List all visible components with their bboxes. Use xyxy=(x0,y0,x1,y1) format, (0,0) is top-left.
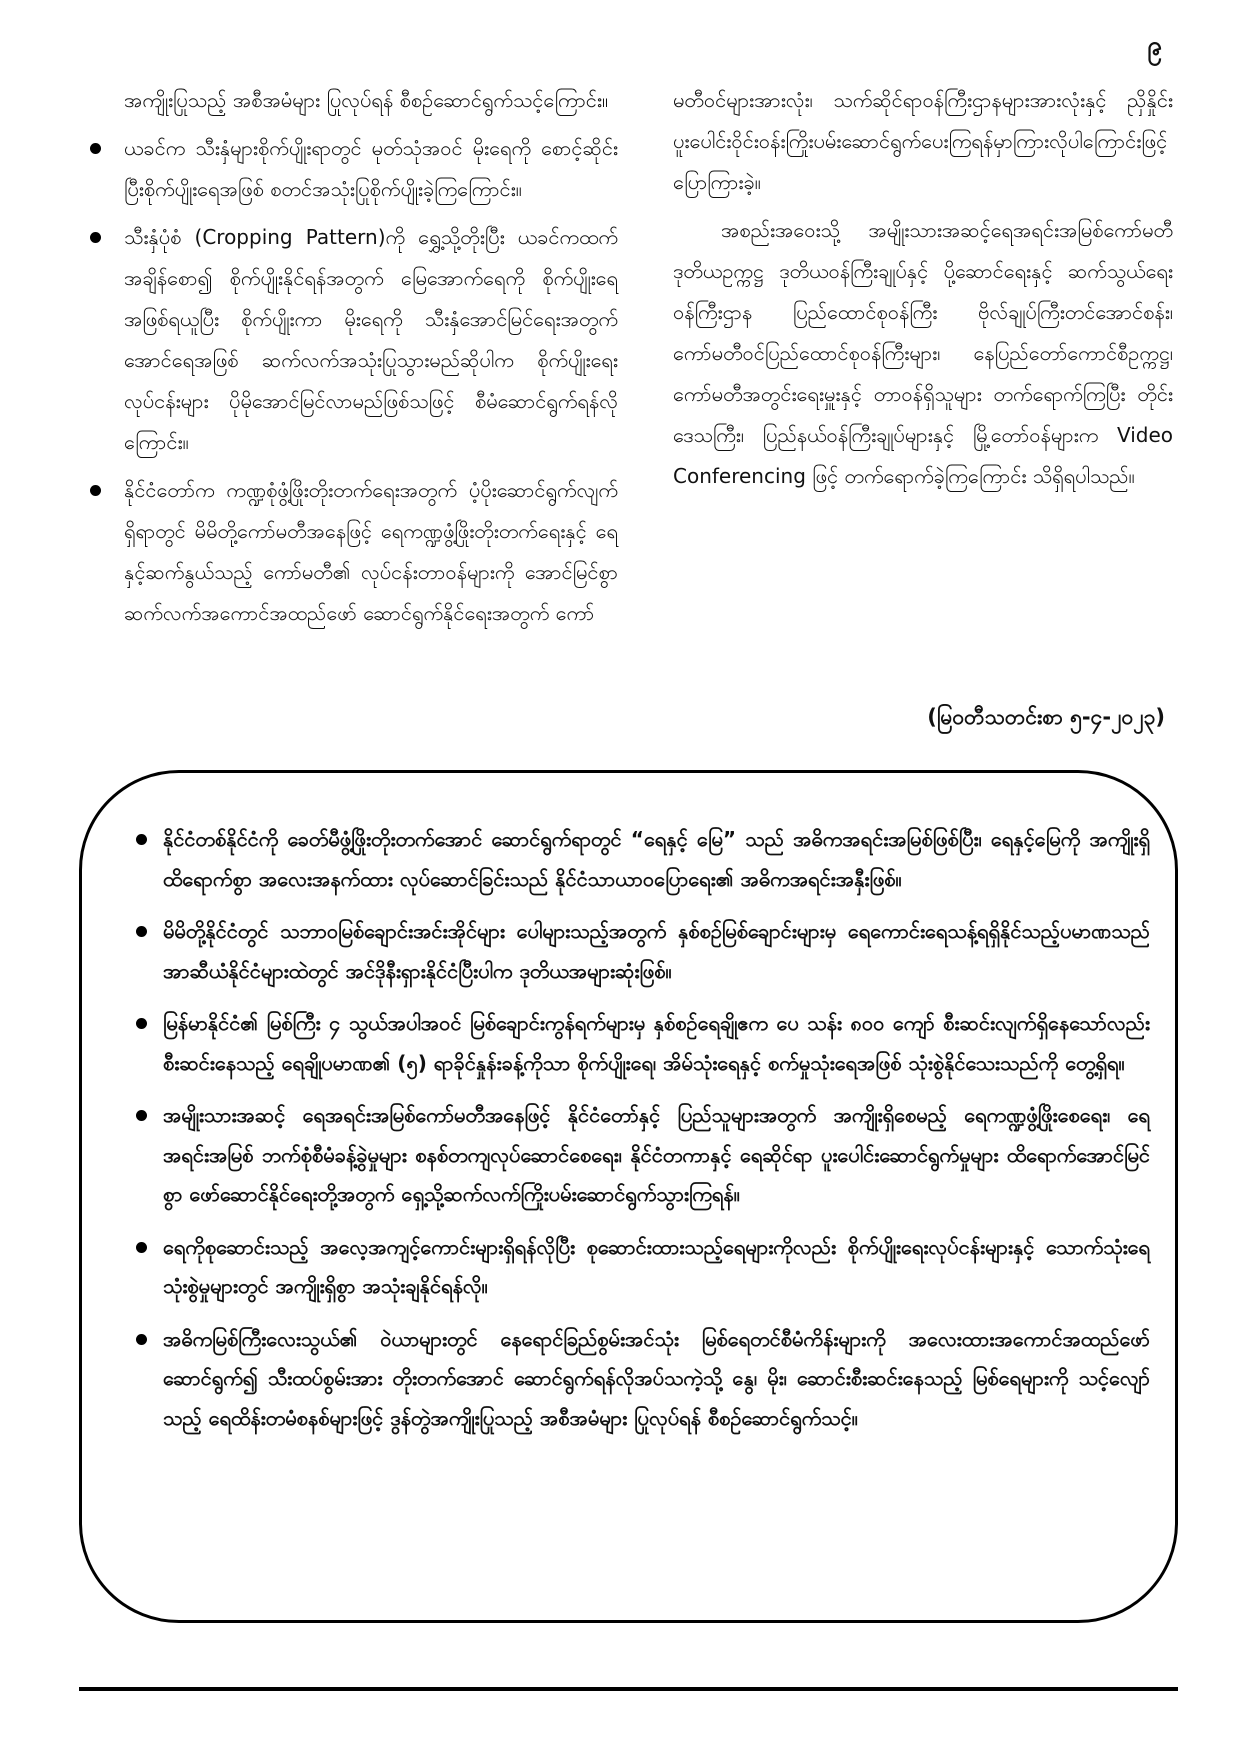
page-number: ၉ xyxy=(1147,31,1162,61)
left-continuation-text: အကျိုးပြုသည့် အစီအမံများ ပြုလုပ်ရန် စီစဉ်ဆောင်ရွက်သင့်ကြောင်း။ xyxy=(124,88,609,112)
bullet-icon xyxy=(135,1320,147,1360)
list-item-text: သီးနှံပုံစံ (Cropping Pattern)ကို ရွှေ့သို့တိုးပြီး ယခင်ကထက် အချိန်စော၍ စိုက်ပျိုးနိုင်ရန်အတွက် မြေအောက်ရေကို စိုက်ပျိုးရေအဖြစ်ရယူပြီး စိုက်ပျိုးကာ မိုးရေကို သီးနှံအောင်မြင်ရေးအတွက် အောင်ရေအဖြစ် ဆက်လက်အသုံးပြုသွားမည်ဆိုပါက စိုက်ပျိုးရေးလုပ်ငန်းများ ပိုမိုအောင်မြင်လာမည်ဖြစ်သဖြင့် စီမံဆောင်ရွက်ရန်လိုကြောင်း။ xyxy=(124,225,618,454)
bullet-icon xyxy=(88,217,102,258)
summary-box xyxy=(79,770,1178,1623)
summary-item xyxy=(135,912,1150,991)
list-item xyxy=(88,128,618,210)
list-item xyxy=(88,217,618,463)
summary-item-text: နိုင်ငံတစ်နိုင်ငံကို ခေတ်မီဖွံ့ဖြိုးတိုးတက်အောင် ဆောင်ရွက်ရာတွင် “ရေနှင့် မြေ” သည် အဓိကအရင်းအမြစ်ဖြစ်ပြီး၊ ရေနှင့်မြေကို အကျိုးရှိ ထိရောက်စွာ အလေးအနက်ထား လုပ်ဆောင်ခြင်းသည် နိုင်ငံသာယာဝပြောရေး၏ အဓိကအရင်းအနှီးဖြစ်။ xyxy=(163,827,1150,891)
bullet-icon xyxy=(135,820,147,860)
bullet-icon xyxy=(135,1228,147,1268)
summary-item-text: ရေကိုစုဆောင်းသည့် အလေ့အကျင့်ကောင်းများရှိရန်လိုပြီး စုဆောင်းထားသည့်ရေများကိုလည်း စိုက်ပျိုးရေးလုပ်ငန်းများနှင့် သောက်သုံးရေသုံးစွဲမှုများတွင် အကျိုးရှိစွာ အသုံးချနိုင်ရန်လို။ xyxy=(163,1234,1150,1298)
list-item-text: နိုင်ငံတော်က ကဏ္ဍစုံဖွံ့ဖြိုးတိုးတက်ရေးအတွက် ပံ့ပိုးဆောင်ရွက်လျက်ရှိရာတွင် မိမိတို့ကော်မတီအနေဖြင့် ရေကဏ္ဍဖွံ့ဖြိုးတိုးတက်ရေးနှင့် ရေနှင့်ဆက်နွယ်သည့် ကော်မတီ၏ လုပ်ငန်းတာဝန်များကို အောင်မြင်စွာ ဆက်လက်အကောင်အထည်ဖော် ဆောင်ရွက်နိုင်ရေးအတွက် ကော် xyxy=(124,478,618,625)
summary-list xyxy=(135,820,1150,1451)
source-citation: (မြဝတီသတင်းစာ ၅-၄-၂၀၂၃) xyxy=(927,705,1165,729)
left-column xyxy=(88,80,618,641)
list-item xyxy=(88,470,618,634)
list-item-text: ယခင်က သီးနှံများစိုက်ပျိုးရာတွင် မုတ်သုံအဝင် မိုးရေကို စောင့်ဆိုင်းပြီးစိုက်ပျိုးရေအဖြစ် စတင်အသုံးပြုစိုက်ပျိုးခဲ့ကြကြောင်း။ xyxy=(124,136,618,201)
bullet-icon xyxy=(135,912,147,952)
summary-item xyxy=(135,1228,1150,1307)
right-column xyxy=(673,80,1173,497)
summary-item xyxy=(135,1320,1150,1439)
right-continuation-text: မတီဝင်များအားလုံး၊ သက်ဆိုင်ရာဝန်ကြီးဌာနများအားလုံးနှင့် ညှိနှိုင်းပူးပေါင်းဝိုင်းဝန်းကြိုးပမ်းဆောင်ရွက်ပေးကြရန်မှာကြားလိုပါကြောင်းဖြင့် ပြောကြားခဲ့။ xyxy=(673,88,1173,194)
summary-item xyxy=(135,820,1150,899)
summary-item-text: မိမိတို့နိုင်ငံတွင် သဘာဝမြစ်ချောင်းအင်းအိုင်များ ပေါများသည့်အတွက် နှစ်စဉ်မြစ်ချောင်းများမှ ရေကောင်းရေသန့်ရရှိနိုင်သည့်ပမာဏသည် အာဆီယံနိုင်ငံများထဲတွင် အင်ဒိုနီးရှားနိုင်ငံပြီးပါက ဒုတိယအများဆုံးဖြစ်။ xyxy=(163,919,1150,983)
bullet-icon xyxy=(88,470,102,511)
bullet-icon xyxy=(135,1096,147,1136)
right-paragraph: အစည်းအဝေးသို့ အမျိုးသားအဆင့်ရေအရင်းအမြစ်ကော်မတီ ဒုတိယဥက္ကဋ္ဌ ဒုတိယဝန်ကြီးချုပ်နှင့် ပို့ဆောင်ရေးနှင့် ဆက်သွယ်ရေးဝန်ကြီးဌာန ပြည်ထောင်စုဝန်ကြီး ဗိုလ်ချုပ်ကြီးတင်အောင်စန်း၊ ကော်မတီဝင်ပြည်ထောင်စုဝန်ကြီးများ၊ နေပြည်တော်ကောင်စီဥက္ကဋ္ဌ၊ ကော်မတီအတွင်းရေးမှူးနှင့် တာဝန်ရှိသူများ တက်ရောက်ကြပြီး တိုင်းဒေသကြီး၊ ပြည်နယ်ဝန်ကြီးချုပ်များနှင့် မြို့တော်ဝန်များက Video Conferencing ဖြင့် တက်ရောက်ခဲ့ကြကြောင်း သိရှိရပါသည်။ xyxy=(673,218,1173,488)
bottom-rule xyxy=(79,1687,1178,1691)
summary-item xyxy=(135,1004,1150,1083)
bullet-icon xyxy=(88,128,102,169)
summary-item-text: အမျိုးသားအဆင့် ရေအရင်းအမြစ်ကော်မတီအနေဖြင့် နိုင်ငံတော်နှင့် ပြည်သူများအတွက် အကျိုးရှိစေမည့် ရေကဏ္ဍဖွံ့ဖြိုးစေရေး၊ ရေအရင်းအမြစ် ဘက်စုံစီမံခန့်ခွဲမှုများ စနစ်တကျလုပ်ဆောင်စေရေး၊ နိုင်ငံတကာနှင့် ရေဆိုင်ရာ ပူးပေါင်းဆောင်ရွက်မှုများ ထိရောက်အောင်မြင်စွာ ဖော်ဆောင်နိုင်ရေးတို့အတွက် ရှေ့သို့ဆက်လက်ကြိုးပမ်းဆောင်ရွက်သွားကြရန်။ xyxy=(163,1103,1150,1206)
bullet-icon xyxy=(135,1004,147,1044)
summary-item-text: မြန်မာနိုင်ငံ၏ မြစ်ကြီး ၄ သွယ်အပါအဝင် မြစ်ချောင်းကွန်ရက်များမှ နှစ်စဉ်ရေချိုဧက ပေ သန်း ၈၀၀ ကျော် စီးဆင်းလျက်ရှိနေသော်လည်း စီးဆင်းနေသည့် ရေချိုပမာဏ၏ (၅) ရာခိုင်နှုန်းခန့်ကိုသာ စိုက်ပျိုးရေ၊ အိမ်သုံးရေနှင့် စက်မှုသုံးရေအဖြစ် သုံးစွဲနိုင်သေးသည်ကို တွေ့ရှိရ။ xyxy=(163,1011,1151,1075)
summary-item-text: အဓိကမြစ်ကြီးလေးသွယ်၏ ဝဲယာများတွင် နေရောင်ခြည်စွမ်းအင်သုံး မြစ်ရေတင်စီမံကိန်းများကို အလေးထားအကောင်အထည်ဖော်ဆောင်ရွက်၍ သီးထပ်စွမ်းအား တိုးတက်အောင် ဆောင်ရွက်ရန်လိုအပ်သကဲ့သို့ နွေ၊ မိုး၊ ဆောင်းစီးဆင်းနေသည့် မြစ်ရေများကို သင့်လျော်သည့် ရေထိန်းတမံစနစ်များဖြင့် ဒွန်တွဲအကျိုးပြုသည့် အစီအမံများ ပြုလုပ်ရန် စီစဉ်ဆောင်ရွက်သင့်။ xyxy=(163,1326,1150,1430)
summary-item xyxy=(135,1096,1150,1215)
